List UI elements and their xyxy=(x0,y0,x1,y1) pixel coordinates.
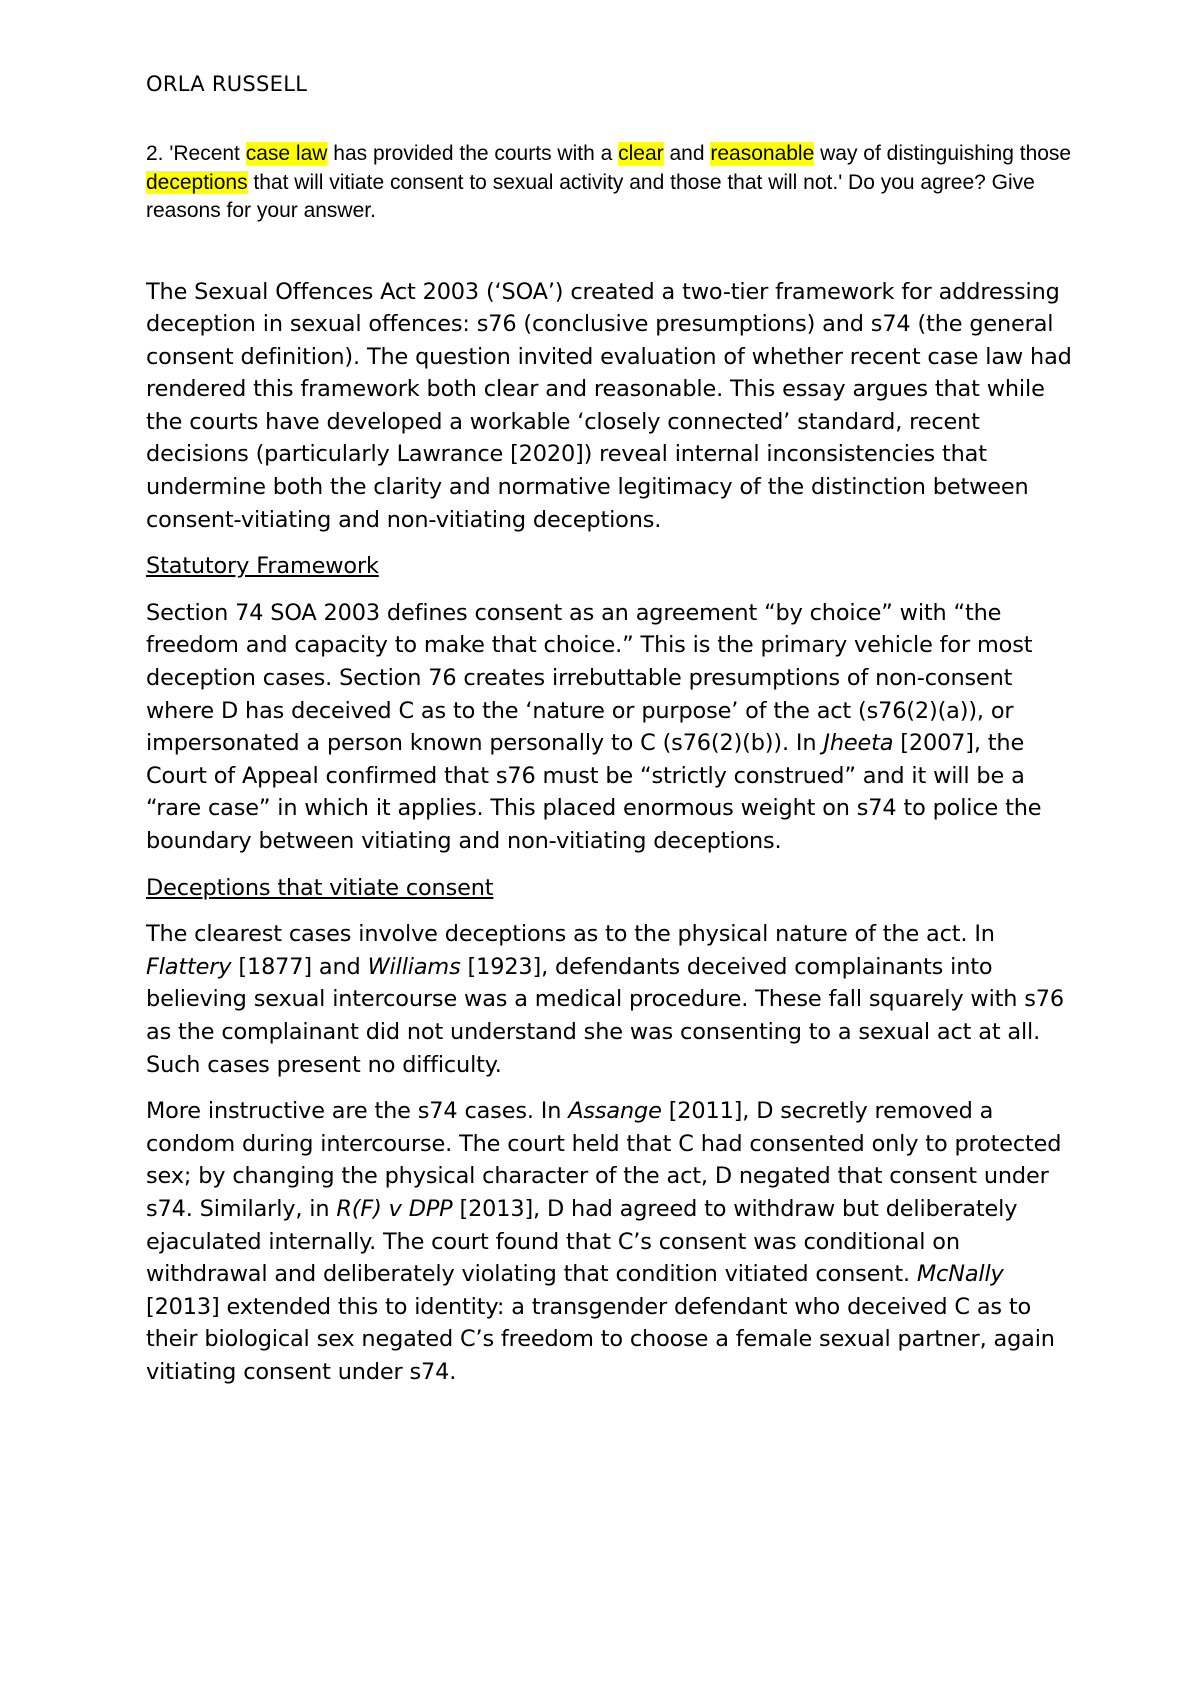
document-body xyxy=(146,70,1076,1403)
paragraph-text: More instructive are the s74 cases. In xyxy=(146,1098,569,1125)
paragraph-text: [1877] and xyxy=(231,953,368,980)
question-text: 2. 'Recent xyxy=(146,142,246,165)
highlight-case-law: case law xyxy=(245,142,328,165)
paragraph-text: [2011], D secretly removed a condom during intercourse. The court held that C had consented only to protected sex; by changing the physical character of the act, D negated that consent under s74. Similarly, in xyxy=(146,1098,1062,1222)
s74-cases-paragraph xyxy=(146,1095,1076,1388)
paragraph-text: [1923], defendants deceived complainants into believing sexual intercourse was a medical procedure. These fall squarely with s76 as the complainant did not understand she was consenting to a sexual act at all. Such cases present no difficulty. xyxy=(146,953,1064,1078)
paragraph-text: [2013] extended this to identity: a transgender defendant who deceived C as to their biological sex negated C’s freedom to choose a female sexual partner, again vitiating consent under s74. xyxy=(146,1293,1055,1385)
essay-question xyxy=(146,140,1076,226)
statutory-framework-paragraph xyxy=(146,597,1076,858)
intro-paragraph: The Sexual Offences Act 2003 (‘SOA’) created a two-tier framework for addressing deception in sexual offences: s76 (conclusive presumptions) and s74 (the general consent definition). The question invited evaluation of whether recent case law had rendered this framework both clear and reasonable. This essay argues that while the courts have developed a workable ‘closely connected’ standard, recent decisions (particularly Lawrance [2020]) reveal internal inconsistencies that undermine both the clarity and normative legitimacy of the distinction between consent-vitiating and non-vitiating deceptions. xyxy=(146,278,1072,533)
paragraph-text: [2013], D had agreed to withdraw but deliberately ejaculated internally. The court found that C’s consent was conditional on withdrawal and deliberately violating that condition vitiated consent. xyxy=(146,1195,1018,1288)
highlight-clear: clear xyxy=(618,142,664,165)
section-heading-deceptions-vitiate: Deceptions that vitiate consent xyxy=(146,874,494,901)
highlight-deceptions: deceptions xyxy=(146,170,248,194)
case-name-jheeta: Jheeta xyxy=(823,730,894,757)
section-heading-statutory-framework: Statutory Framework xyxy=(146,553,379,580)
physical-nature-paragraph xyxy=(146,918,1076,1081)
paragraph-text: The clearest cases involve deceptions as to the physical nature of the act. In xyxy=(146,921,995,948)
question-text: that will vitiate consent to sexual activity and those that will not.' Do you agree? Give reasons for your answer. xyxy=(146,170,1035,222)
paragraph-text: Section 74 SOA 2003 defines consent as an agreement “by choice” with “the freedom and capacity to make that choice.” This is the primary vehicle for most deception cases. Section 76 creates irrebuttable presumptions of non-consent where D has deceived C as to the ‘nature or purpose’ of the act (s76(2)(a)), or impersonated a person known personally to C (s76(2)(b)). In xyxy=(146,599,1033,757)
case-name-williams: Williams xyxy=(367,953,461,980)
case-name-rf-v-dpp: R(F) v DPP xyxy=(336,1195,453,1222)
question-text: way of distinguishing those xyxy=(814,142,1072,165)
question-text: and xyxy=(663,142,711,165)
highlight-reasonable: reasonable xyxy=(710,142,815,165)
case-name-assange: Assange xyxy=(568,1098,662,1125)
paragraph-text: [2007], the Court of Appeal confirmed that s76 must be “strictly construed” and it will be a “rare case” in which it applies. This placed enormous weight on s74 to police the boundary between vitiating and non-vitiating deceptions. xyxy=(146,730,1042,854)
case-name-mcnally: McNally xyxy=(916,1261,1004,1288)
essay-text xyxy=(146,276,1076,1389)
question-text: has provided the courts with a xyxy=(327,142,619,165)
case-name-flattery: Flattery xyxy=(146,953,232,980)
author-name: ORLA RUSSELL xyxy=(146,72,308,96)
